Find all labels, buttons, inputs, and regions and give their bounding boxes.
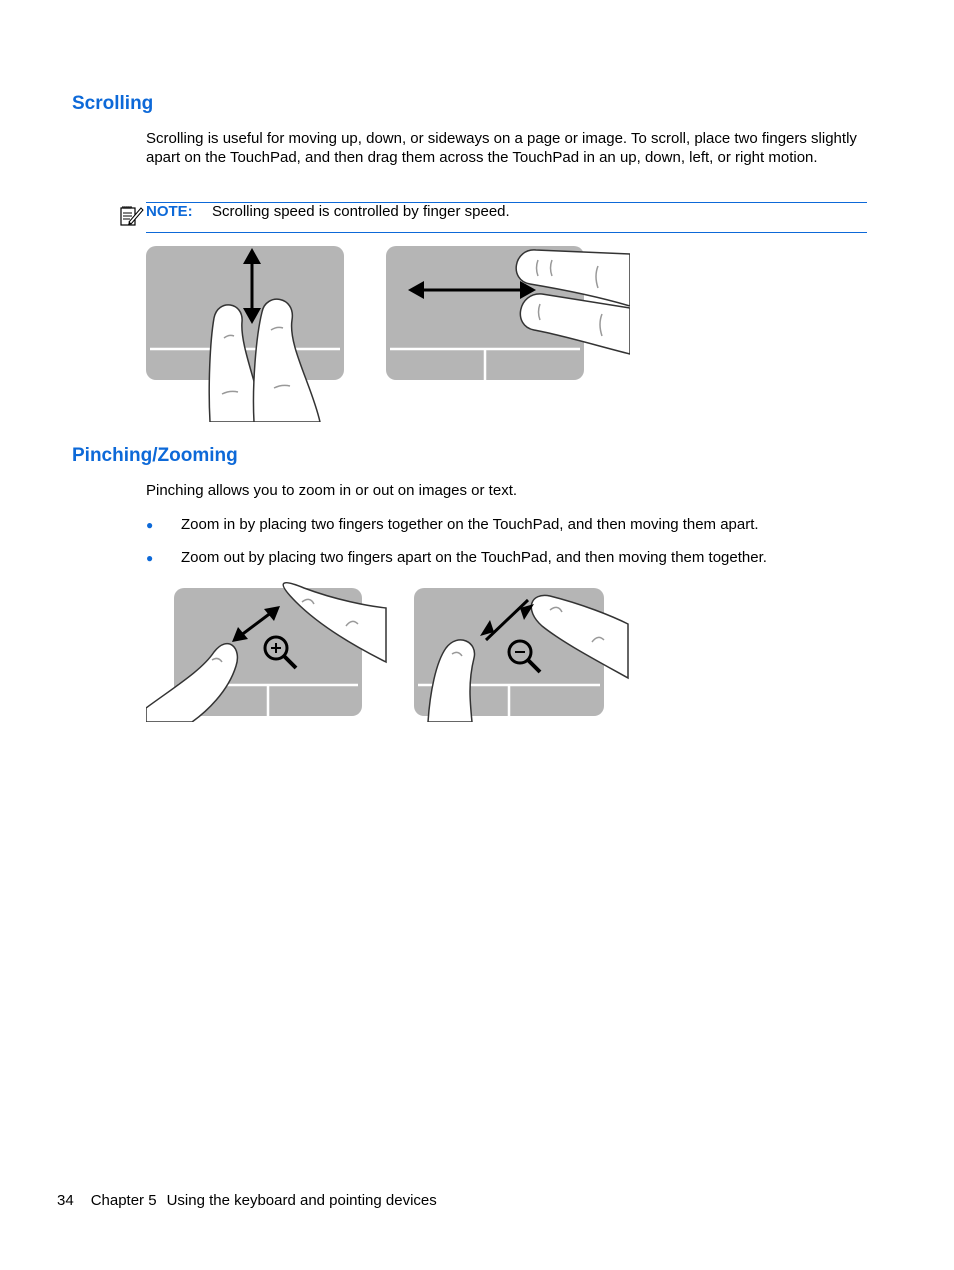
page-footer [57, 1192, 454, 1209]
scrolling-description: Scrolling is useful for moving up, down, or sideways on a page or image. To scroll, place two fingers slightly apart on the TouchPad, and then drag them across the TouchPad in an up, down, left, or right motion. [146, 130, 857, 166]
chapter-title: Using the keyboard and pointing devices [166, 1192, 437, 1209]
note-pencil-icon [119, 204, 145, 228]
heading-scrolling: Scrolling [72, 93, 154, 114]
vertical-scroll-illustration [146, 246, 346, 422]
horizontal-scroll-illustration [386, 246, 630, 382]
note-text: Scrolling speed is controlled by finger speed. [212, 203, 510, 220]
chapter-label: Chapter 5 [90, 1192, 157, 1209]
note-label: NOTE: [146, 203, 193, 220]
page-number: 34 [57, 1192, 74, 1209]
bullet-icon: ● [146, 551, 154, 565]
zoom-out-illustration [412, 582, 632, 722]
bullet-icon: ● [146, 518, 154, 532]
zoom-in-illustration [146, 582, 390, 722]
pinching-description: Pinching allows you to zoom in or out on images or text. [146, 482, 518, 499]
heading-pinching-zooming: Pinching/Zooming [72, 445, 238, 466]
note-box [146, 202, 867, 233]
